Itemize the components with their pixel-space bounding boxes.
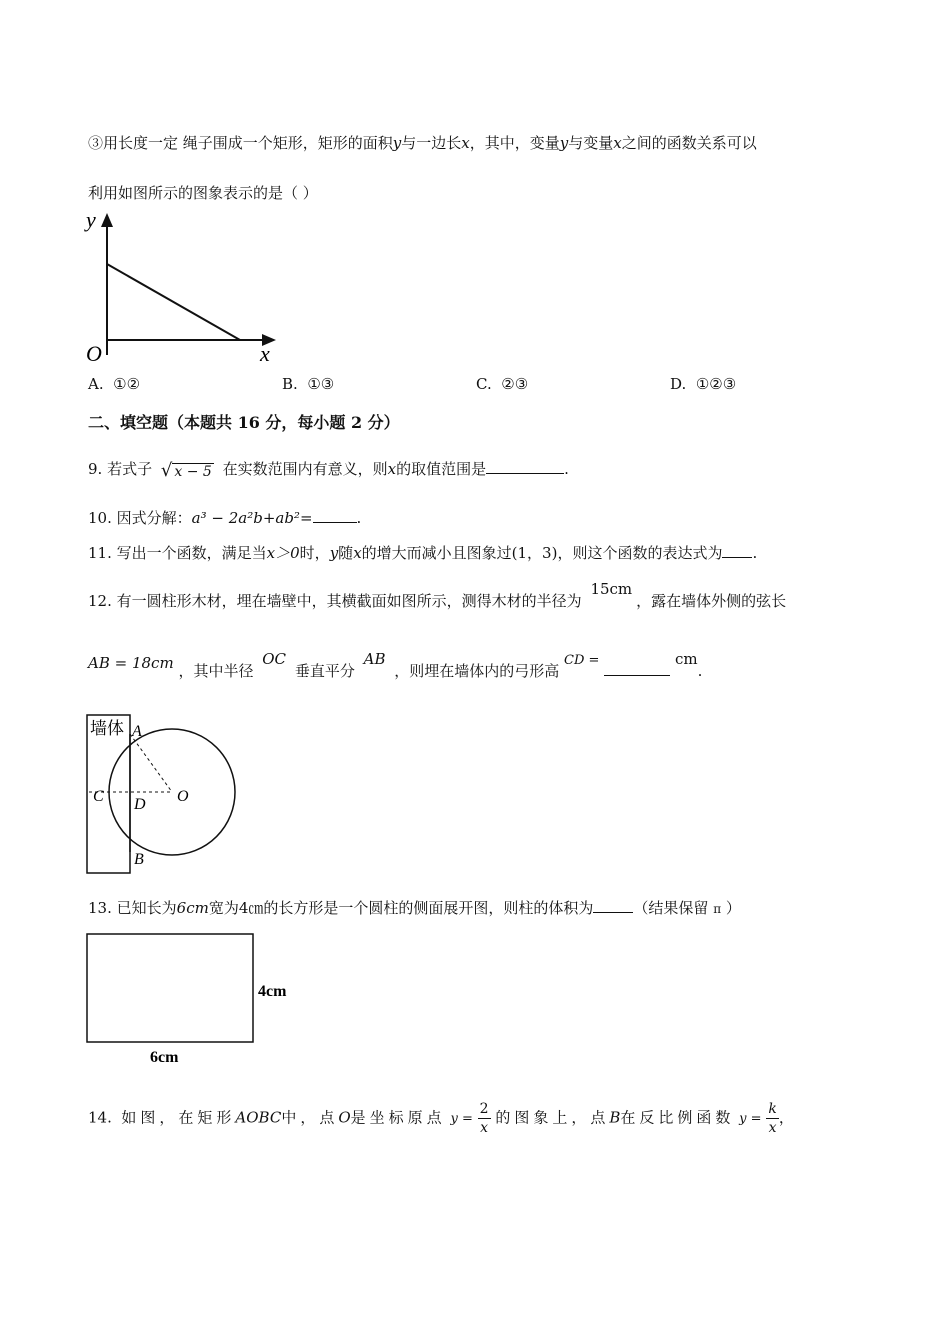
q12-circle-figure xyxy=(84,712,244,877)
unfolded-rectangle xyxy=(87,934,253,1042)
q12-line1: 12. 有一圆柱形木材，埋在墙壁中，其横截面如图所示，测得木材的半径为 15cm，露在墙体外侧的弦长 xyxy=(88,580,787,610)
q10-answer-blank[interactable] xyxy=(313,508,357,523)
q12-line2: AB = 18cm ，其中半径 OC 垂直平分 AB ，则埋在墙体内的弓形高 CD = cm. xyxy=(88,650,703,680)
point-o-label: O xyxy=(177,788,189,805)
side-length-label: 4cm xyxy=(258,983,287,1000)
y-axis-arrow xyxy=(101,213,113,227)
q8-option-c[interactable]: C. ②③ xyxy=(476,375,529,393)
point-b-label: B xyxy=(134,851,144,868)
y-axis-label: y xyxy=(86,207,96,232)
wall-label: 墙体 xyxy=(90,719,124,738)
q9: 9. 若式子 √ x − 5 在实数范围内有意义，则x的取值范围是 . xyxy=(88,460,569,481)
q13-rectangle-figure xyxy=(84,930,304,1070)
q11: 11. 写出一个函数，满足当x＞0时，y随x的增大而减小且图象过(1，3)，则这个函数的表达式为 . xyxy=(88,544,758,562)
function-line xyxy=(107,264,240,340)
q10: 10. 因式分解：a³ − 2a²b+ab²= . xyxy=(88,509,362,527)
fraction-k-over-x: $\frac{k}{x}$ xyxy=(768,1101,777,1136)
bottom-length-label: 6cm xyxy=(150,1049,179,1066)
origin-label: O xyxy=(86,341,102,366)
q8-option-a[interactable]: A. ①② xyxy=(88,375,141,393)
point-c-label: C xyxy=(93,788,104,805)
x-axis-label: x xyxy=(260,341,270,366)
radius-oa xyxy=(130,734,172,792)
q8-line2: 利用如图所示的图象表示的是（ ） xyxy=(88,184,318,202)
q8-option-b[interactable]: B. ①③ xyxy=(282,375,335,393)
q8-function-graph xyxy=(80,205,280,370)
q14: 14. 如图，在矩形AOBC中，点O是坐标原点 y = $\frac{2}{x}$ 的图象上，点B在反比例函数 y = $\frac{k}{x}$ ， xyxy=(88,1101,794,1136)
q13-answer-blank[interactable] xyxy=(593,898,633,913)
q13: 13. 已知长为6cm宽为4㎝的长方形是一个圆柱的侧面展开图，则柱的体积为 （结果保留 π ） xyxy=(88,899,741,917)
point-d-label: D xyxy=(134,796,146,813)
q8-option-d[interactable]: D. ①②③ xyxy=(670,375,737,393)
q11-answer-blank[interactable] xyxy=(722,543,752,558)
q12-answer-blank[interactable] xyxy=(604,661,670,676)
q9-answer-blank[interactable] xyxy=(486,459,564,474)
section-title: 二、填空题（本题共 16 分，每小题 2 分） xyxy=(88,413,400,432)
q8-line1: ③用长度一定 绳子围成一个矩形，矩形的面积y与一边长x，其中，变量y与变量x之间的函数关系可以 xyxy=(88,134,757,152)
sqrt-expression: √ x − 5 xyxy=(160,460,212,481)
fraction-2-over-x: $\frac{2}{x}$ xyxy=(479,1101,489,1136)
point-a-label: A xyxy=(132,723,142,740)
